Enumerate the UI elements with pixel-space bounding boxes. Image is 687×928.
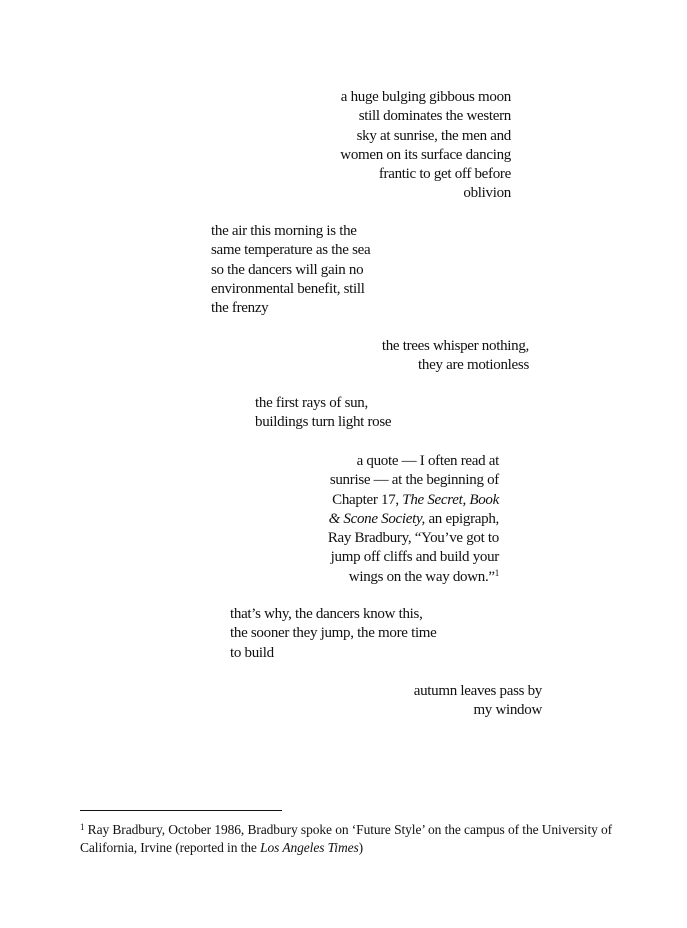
poem-line: autumn leaves pass by (413, 683, 542, 699)
poem-line: oblivion (463, 185, 511, 202)
poem-line: a quote — I often read at (356, 453, 499, 469)
stanza-6 (230, 605, 437, 663)
poem-line: a huge bulging gibbous moon (340, 89, 511, 105)
stanza-5 (328, 452, 499, 587)
footnote-number: 1 (80, 822, 85, 832)
stanza-2 (211, 222, 370, 318)
poem-line: environmental benefit, still (211, 280, 365, 297)
poem-line: frantic to get off before (378, 166, 511, 183)
poem-line (328, 568, 499, 587)
newspaper-title-italic: Los Angeles Times (260, 840, 359, 855)
stanza-4 (255, 394, 391, 433)
poem-line: women on its surface dancing (340, 146, 511, 163)
poem-line (328, 510, 499, 529)
footnote (80, 821, 625, 857)
poem-text: wings on the way down.” (348, 568, 495, 585)
poem-line: the frenzy (211, 300, 269, 317)
poem-line: same temperature as the sea (211, 242, 371, 259)
poem-text: an epigraph, (425, 510, 499, 527)
book-title-italic: & Scone Society, (328, 510, 425, 527)
poem-line: sunrise — at the beginning of (329, 472, 499, 489)
poem-line: the sooner they jump, the more time (230, 625, 437, 642)
footnote-text-end: ) (358, 840, 364, 855)
footnote-divider (80, 810, 282, 811)
poem-line: so the dancers will gain no (211, 261, 364, 278)
poem-line: still dominates the western (358, 108, 511, 125)
stanza-7 (414, 682, 542, 721)
poem-line: buildings turn light rose (255, 414, 392, 431)
footnote-text: Ray Bradbury, October 1986, Bradbury spoke on ‘Future Style’ on the campus of the University of California, Irvine (reported in the (80, 822, 613, 855)
poem-line: Ray Bradbury, “You’ve got to (327, 530, 499, 547)
poem-line (328, 491, 499, 510)
stanza-3 (382, 337, 529, 376)
poem-line: sky at sunrise, the men and (356, 127, 511, 144)
poem-line: the trees whisper nothing, (381, 338, 529, 354)
poem-line: to build (230, 644, 274, 661)
poem-line: that’s why, the dancers know this, (230, 606, 423, 622)
poem-line: the air this morning is the (211, 223, 357, 239)
poem-line: the first rays of sun, (255, 395, 368, 411)
stanza-1 (340, 88, 511, 204)
book-title-italic: The Secret, Book (402, 491, 499, 508)
poem-line: they are motionless (418, 357, 529, 374)
poem-line: jump off cliffs and build your (330, 549, 499, 566)
footnote-reference: 1 (494, 567, 499, 578)
poem-line: my window (473, 702, 542, 719)
poem-text: Chapter 17, (332, 491, 403, 508)
